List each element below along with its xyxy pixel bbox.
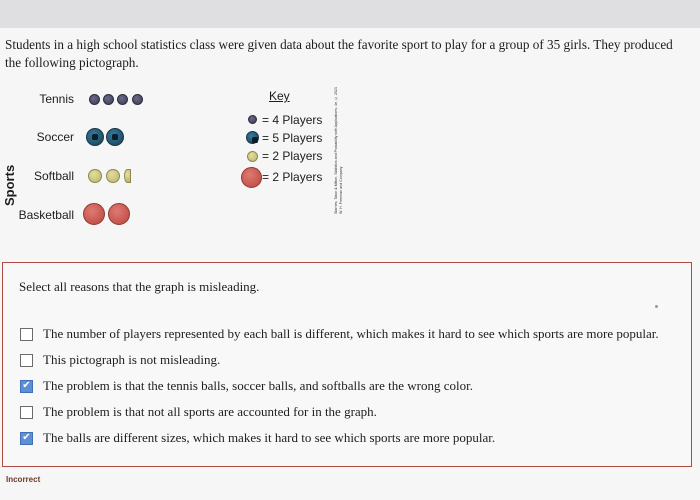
answer-panel [2, 262, 692, 467]
option-3[interactable] [20, 377, 473, 395]
basketball-icon [83, 203, 105, 225]
option-1[interactable] [20, 325, 659, 343]
status-label: Incorrect [6, 475, 41, 484]
check-icon: ✔ [22, 432, 31, 443]
option-label: This pictograph is not misleading. [43, 352, 221, 367]
option-5[interactable] [20, 429, 495, 447]
checkbox-checked[interactable] [20, 380, 33, 393]
option-4[interactable] [20, 403, 377, 421]
copyright-notice: Starnes, Tabor & Milton, Statistics and Probability with Applications, 4e, © 2021 W. H. Freeman and Company [334, 87, 343, 214]
sports-axis-label: Sports [2, 164, 17, 206]
half-softball-icon [124, 169, 131, 183]
row-label-softball: Softball [33, 169, 74, 183]
checkbox[interactable] [20, 354, 33, 367]
key-entry-soccer: = 5 Players [262, 131, 323, 145]
decorative-dot [655, 305, 658, 308]
row-label-tennis: Tennis [39, 92, 74, 106]
key-entry-tennis: = 4 Players [262, 113, 323, 127]
question-page [0, 28, 700, 500]
row-label-soccer: Soccer [36, 130, 74, 144]
checkbox[interactable] [20, 406, 33, 419]
option-label: The problem is that the tennis balls, soccer balls, and softballs are the wrong color. [43, 378, 473, 393]
softball-icon [106, 169, 120, 183]
softball-icon [88, 169, 102, 183]
basketball-icon [241, 167, 262, 188]
softball-icon [247, 151, 258, 162]
soccer-ball-icon [246, 131, 259, 144]
check-icon: ✔ [22, 380, 31, 391]
tennis-ball-icon [103, 94, 114, 105]
option-label: The balls are different sizes, which makes it hard to see which sports are more popular. [43, 430, 496, 445]
basketball-icon [108, 203, 130, 225]
tennis-ball-icon [117, 94, 128, 105]
key-title: Key [269, 89, 290, 103]
option-label: The number of players represented by each ball is different, which makes it hard to see which sports are more popular. [43, 326, 659, 341]
tennis-ball-icon [132, 94, 143, 105]
option-label: The problem is that not all sports are accounted for in the graph. [43, 404, 377, 419]
tennis-ball-icon [248, 115, 257, 124]
row-label-basketball: Basketball [18, 208, 74, 222]
checkbox[interactable] [20, 328, 33, 341]
key-entry-softball: = 2 Players [262, 149, 323, 163]
answer-prompt: Select all reasons that the graph is misleading. [19, 279, 260, 294]
tennis-ball-icon [89, 94, 100, 105]
top-bar [0, 0, 700, 28]
soccer-ball-icon [106, 128, 124, 146]
soccer-ball-icon [86, 128, 104, 146]
option-2[interactable] [20, 351, 220, 369]
question-text: Students in a high school statistics class were given data about the favorite sport to play for a group of 35 girls. They produced the following pictograph. [5, 37, 673, 70]
checkbox-checked[interactable] [20, 432, 33, 445]
key-entry-basketball: = 2 Players [262, 170, 323, 184]
